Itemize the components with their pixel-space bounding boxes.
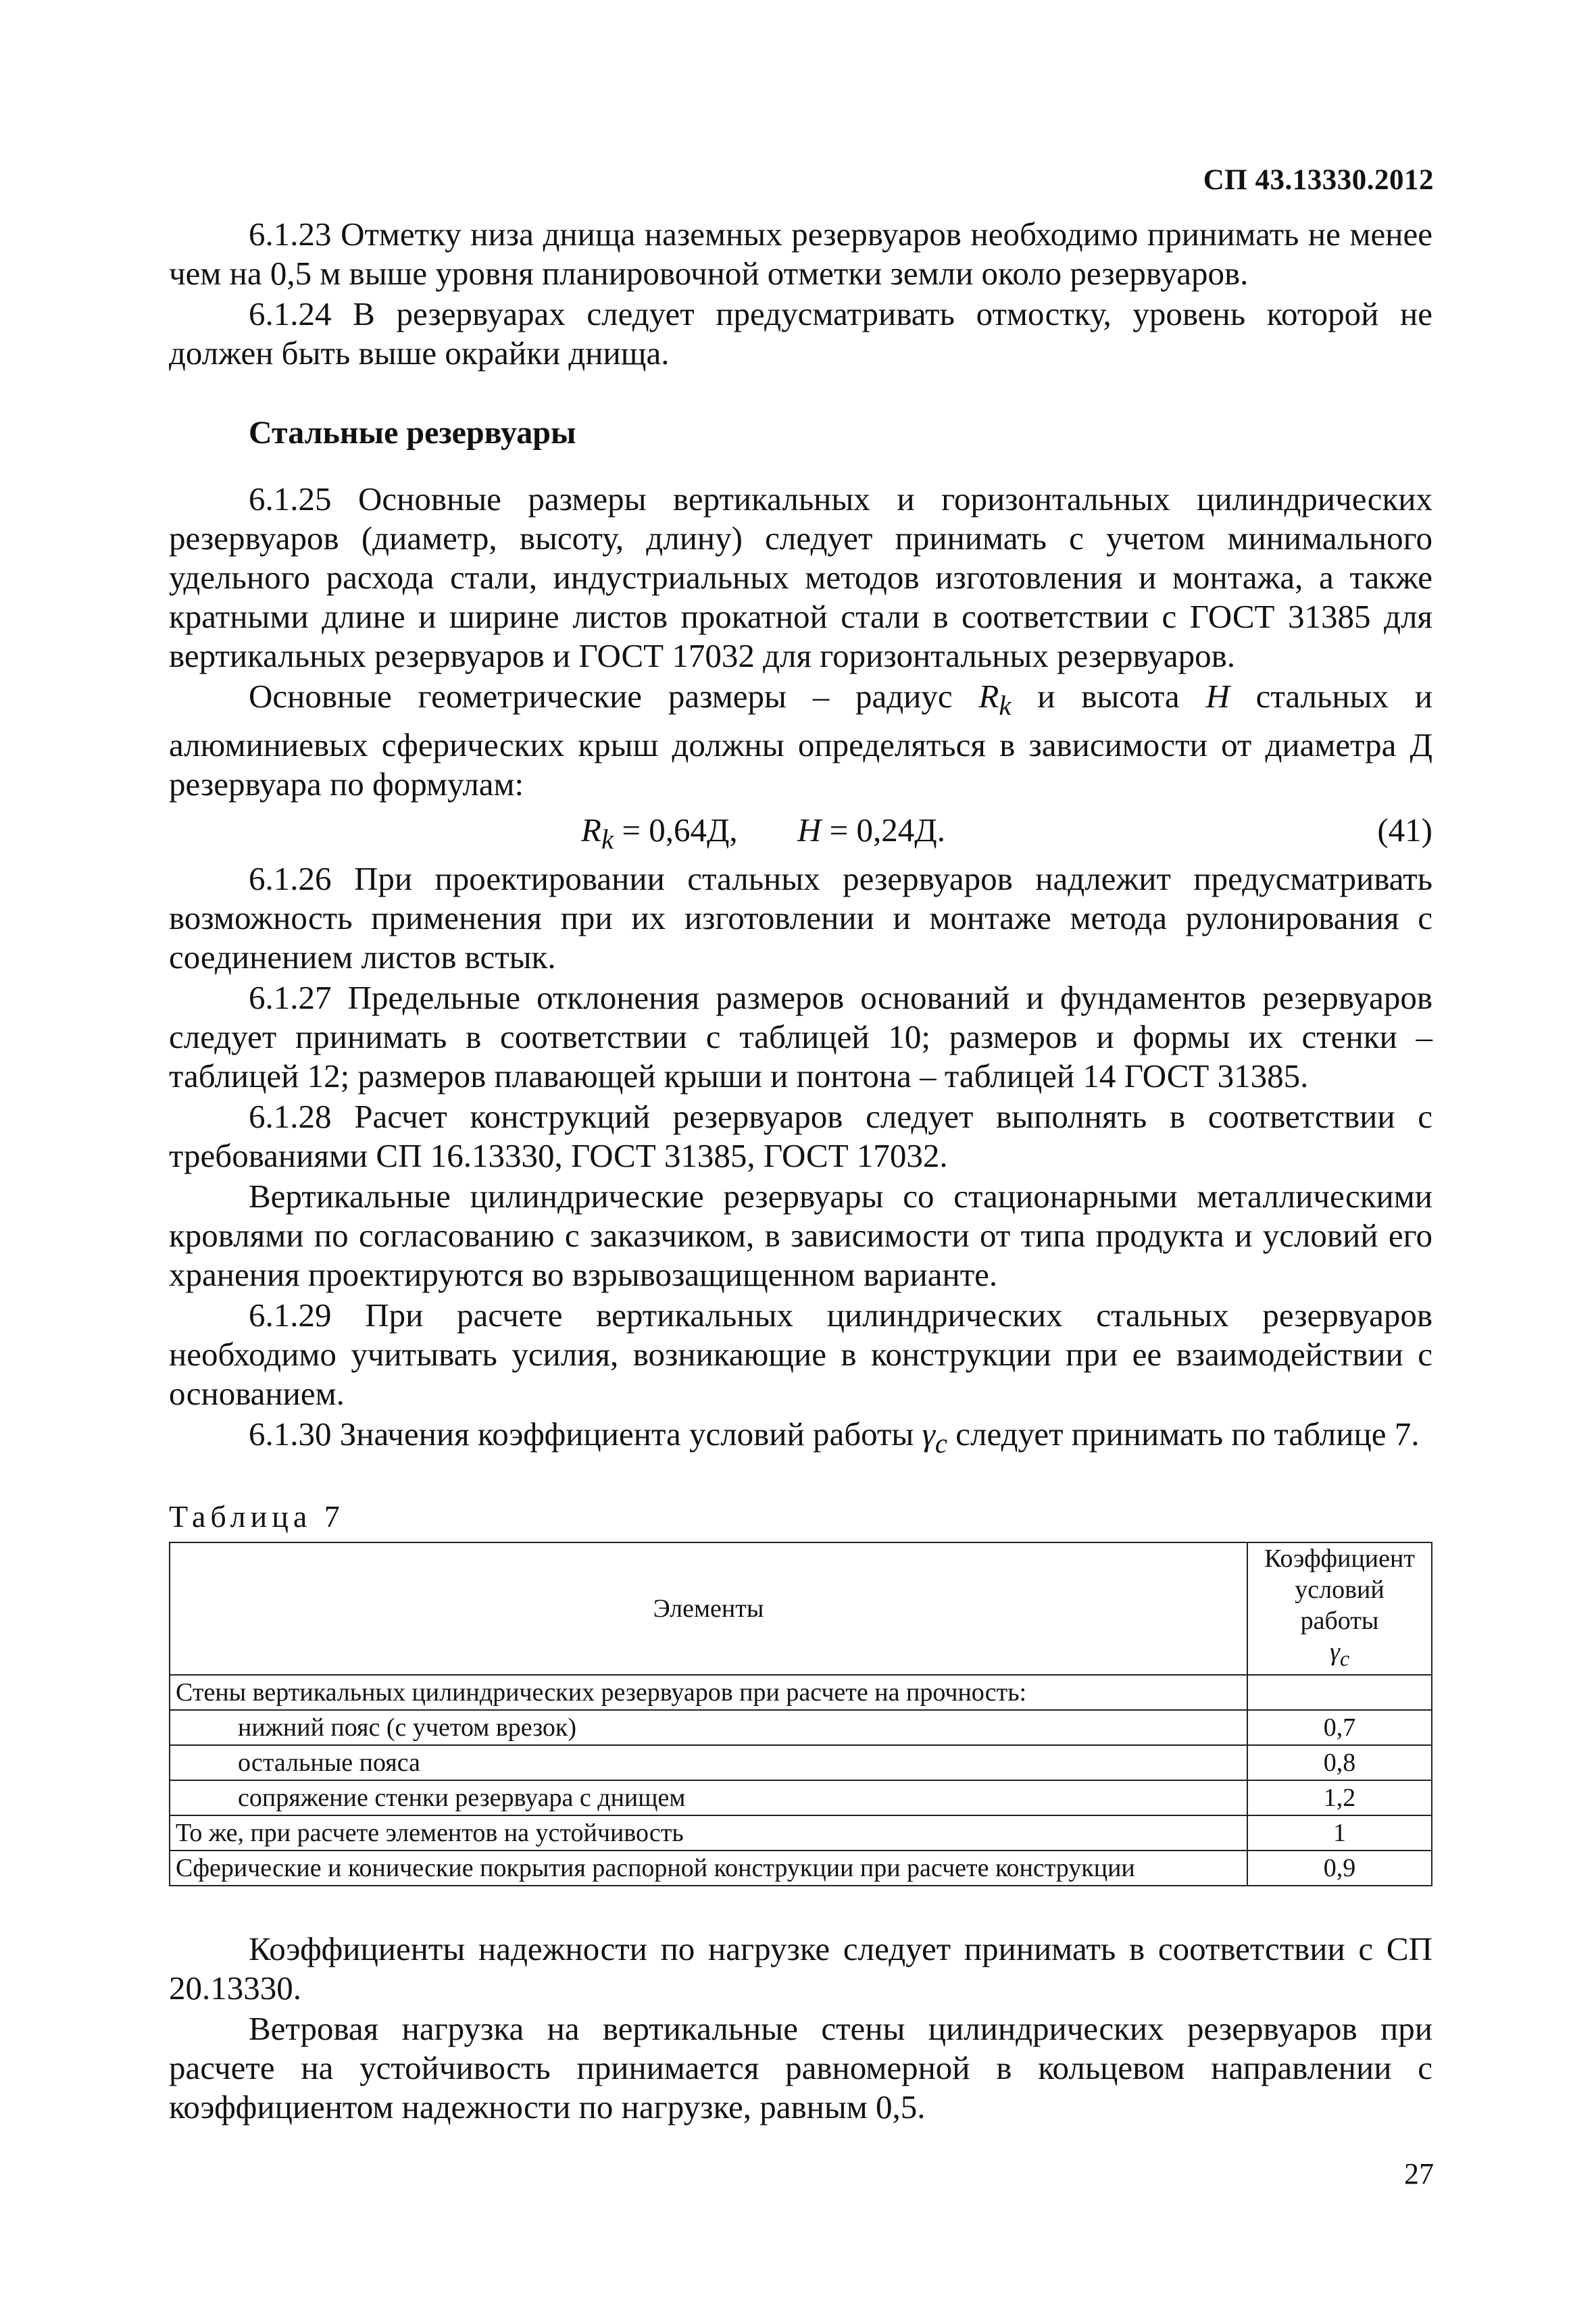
table-row (170, 1780, 1432, 1815)
gamma-symbol: γ (922, 1415, 935, 1453)
paragraph-6-1-26: 6.1.26 При проектировании стальных резервуаров надлежит предусматривать возможность применения при их изготовлении и монтаже метода рулонирования с соединением листов встык. (169, 859, 1432, 976)
row-value (1247, 1675, 1432, 1710)
paragraph-6-1-27: 6.1.27 Предельные отклонения размеров оснований и фундаментов резервуаров следует принимать в соответствии с таблицей 10; размеров и формы их стенки – таблицей 12; размеров плавающей крыши и понтона – таблицей 14 ГОСТ 31385. (169, 978, 1432, 1095)
row-name: То же, при расчете элементов на устойчивость (170, 1815, 1247, 1851)
column-header-elements: Элементы (170, 1542, 1247, 1676)
row-name: остальные пояса (170, 1745, 1247, 1780)
formula-rk-sub: k (601, 824, 614, 855)
page-content (169, 215, 1432, 2127)
table-row (170, 1851, 1432, 1886)
paragraph-6-1-29: 6.1.29 При расчете вертикальных цилиндрических стальных резервуаров необходимо учитывать усилия, возникающие в конструкции при ее взаимодействии с основанием. (169, 1296, 1432, 1412)
row-name: Стены вертикальных цилиндрических резервуаров при расчете на прочность: (170, 1675, 1247, 1710)
table-row (170, 1815, 1432, 1851)
formula-h (797, 811, 945, 850)
coef-header-line2: условий работы (1295, 1575, 1385, 1635)
paragraph-6-1-23: 6.1.23 Отметку низа днища наземных резервуаров необходимо принимать не менее чем на 0,5 м выше уровня планировочной отметки земли около резервуаров. (169, 216, 1432, 292)
paragraph-6-1-30 (169, 1415, 1432, 1463)
row-value: 0,8 (1247, 1745, 1432, 1780)
geometry-text-1: Основные геометрические размеры – радиус (249, 678, 979, 715)
section-heading: Стальные резервуары (249, 415, 576, 451)
paragraph-vertical-tanks: Вертикальные цилиндрические резервуары со стационарными металлическими кровлями по согласованию с заказчиком, в зависимости от типа продукта и условий его хранения проектируются во взрывозащищенном варианте. (169, 1177, 1432, 1293)
paragraph-geometry (169, 677, 1432, 804)
row-value: 1,2 (1247, 1780, 1432, 1815)
table-title: Таблица 7 (169, 1499, 345, 1534)
symbol-rk: R (978, 678, 999, 715)
page-number: 27 (1404, 2157, 1434, 2190)
table-header-row (170, 1542, 1432, 1676)
coef-gamma: γ (1329, 1637, 1340, 1666)
column-header-coefficient (1247, 1542, 1432, 1676)
paragraph-6-1-25: 6.1.25 Основные размеры вертикальных и горизонтальных цилиндрических резервуаров (диаметр, высоту, длину) следует принимать с учетом минимального удельного расхода стали, индустриальных методов изготовления и монтажа, а также кратными длине и ширине листов прокатной стали в соответствии с ГОСТ 31385 для вертикальных резервуаров и ГОСТ 17032 для горизонтальных резервуаров. (169, 480, 1432, 674)
row-name: нижний пояс (с учетом врезок) (170, 1710, 1247, 1745)
formula-h-var: H (797, 811, 822, 849)
geometry-text-2: и высота (1011, 678, 1206, 715)
row-value: 0,9 (1247, 1851, 1432, 1886)
gamma-sub: c (934, 1428, 948, 1459)
table-row (170, 1675, 1432, 1710)
paragraph-load-coefficients: Коэффициенты надежности по нагрузке следует принимать в соответствии с СП 20.13330. (169, 1930, 1432, 2007)
geometry-text-3: стальных и алюминиевых сферических крыш должны определяться в зависимости от диаметра Д резервуара по формулам: (169, 678, 1432, 803)
coef-header-line1: Коэффициент (1264, 1544, 1415, 1573)
formula-41 (169, 811, 1432, 855)
formula-number: (41) (1377, 811, 1432, 849)
paragraph-wind-load: Ветровая нагрузка на вертикальные стены цилиндрических резервуаров при расчете на устойчивость принимается равномерной в кольцевом направлении с коэффициентом надежности по нагрузке, равным 0,5. (169, 2010, 1432, 2126)
table-7 (169, 1542, 1432, 1887)
paragraph-6-1-24: 6.1.24 В резервуарах следует предусматривать отмостку, уровень которой не должен быть выше окрайки днища. (169, 295, 1432, 372)
coef-gamma-sub: c (1339, 1646, 1350, 1671)
table-row (170, 1710, 1432, 1745)
formula-rk (581, 811, 738, 859)
p-6-1-30-text-1: 6.1.30 Значения коэффициента условий работы (249, 1415, 922, 1453)
paragraph-6-1-28: 6.1.28 Расчет конструкций резервуаров следует выполнять в соответствии с требованиями СП 16.13330, ГОСТ 31385, ГОСТ 17032. (169, 1097, 1432, 1174)
row-value: 0,7 (1247, 1710, 1432, 1745)
symbol-h: H (1205, 678, 1230, 715)
p-6-1-30-text-2: следует принимать по таблице 7. (947, 1415, 1420, 1453)
document-code: СП 43.13330.2012 (1203, 164, 1434, 196)
formula-rk-expr: = 0,64Д, (614, 811, 738, 849)
row-value: 1 (1247, 1815, 1432, 1851)
formula-h-expr: = 0,24Д. (821, 811, 945, 849)
row-name: сопряжение стенки резервуара с днищем (170, 1780, 1247, 1815)
coef-header-symbol (1253, 1636, 1426, 1675)
table-row (170, 1745, 1432, 1780)
symbol-rk-sub: k (999, 690, 1012, 721)
row-name: Сферические и конические покрытия распорной конструкции при расчете конструкции (170, 1851, 1247, 1886)
formula-rk-var: R (581, 811, 601, 849)
